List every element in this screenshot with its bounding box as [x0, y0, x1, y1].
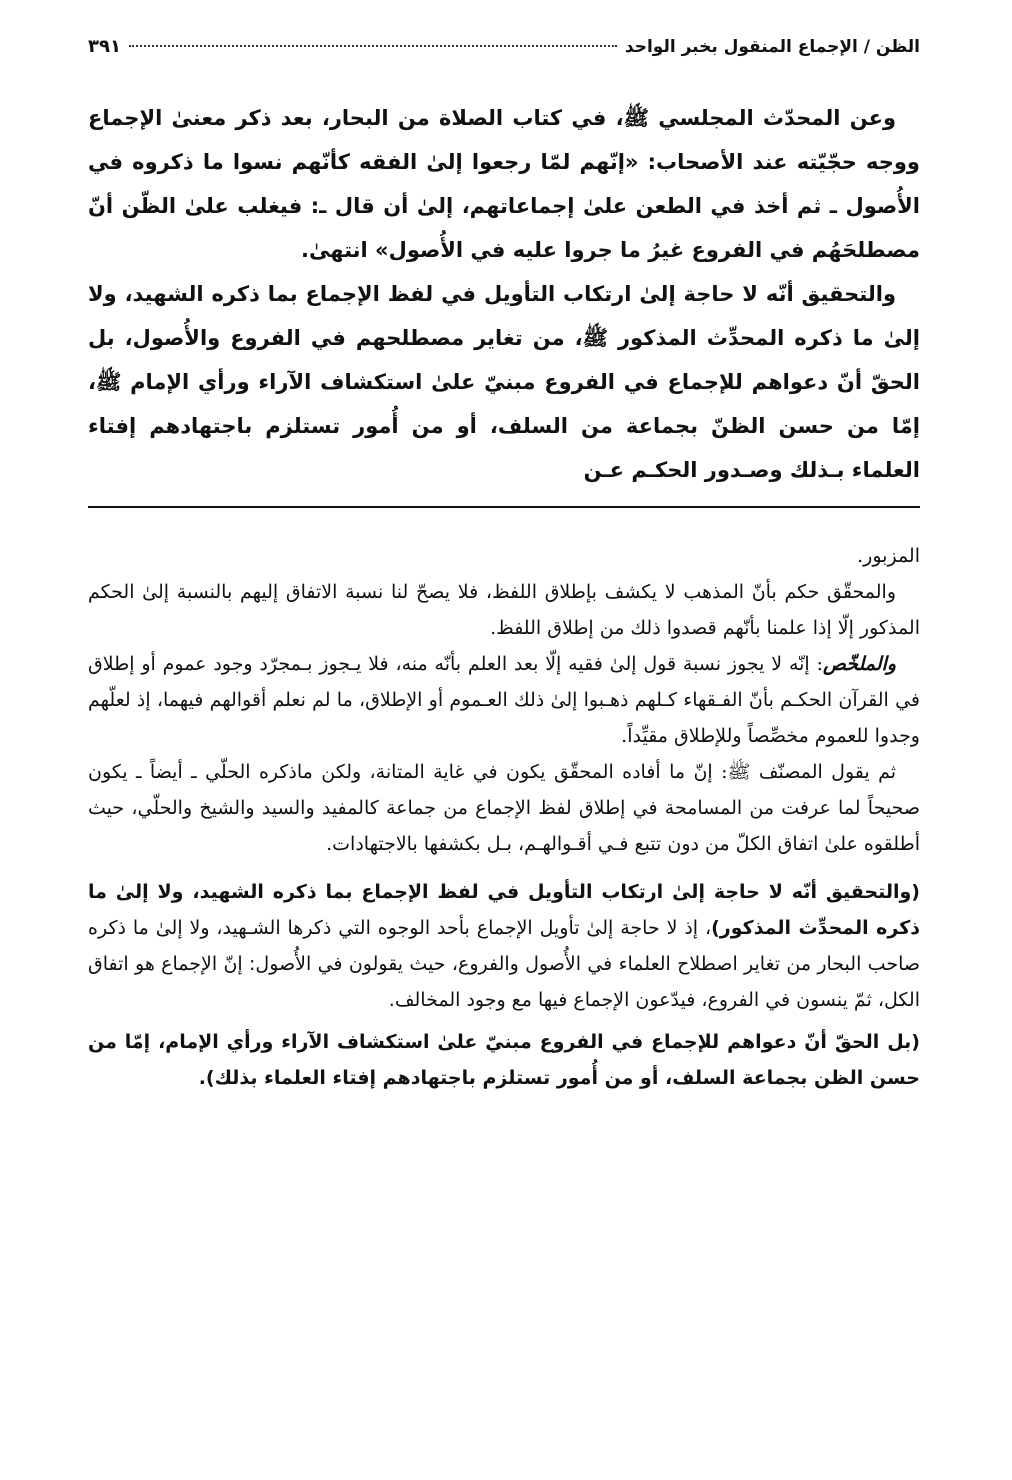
commentary-paragraph-2: والمحقّق حكم بأنّ المذهب لا يكشف بإطلاق اللفظ، فلا يصحّ لنا نسبة الاتفاق إليهم بالنسبة إلىٰ الحكم المذكور إلّا إذا علمنا بأنّهم قصدوا ذلك من إطلاق اللفظ. — [88, 581, 920, 639]
quoted-segment-explanation: ، إذ لا حاجة إلىٰ تأويل الإجماع بأحد الوجوه التي ذكرها الشـهيد، ولا إلىٰ ما ذكره صاحب البحار من تغاير اصطلاح العلماء في الأُصول والفروع، حيث يقولون في الأُصول: إنّ الإجماع هو اتفاق الكل، ثمّ ينسون في الفروع، فيدّعون الإجماع فيها مع وجود المخالف. — [88, 917, 920, 1011]
leader-dots — [129, 45, 617, 47]
page-header — [88, 36, 920, 76]
quoted-paragraph-1 — [88, 874, 920, 1018]
commentary-paragraph-4: ثم يقول المصنّف ﷺ: إنّ ما أفاده المحقّق يكون في غاية المتانة، ولكن ماذكره الحلّي ـ أيضاً ـ يكون صحيحاً لما عرفت من المسامحة في إطلاق لفظ الإجماع من جماعة كالمفيد والسيد والشيخ والحلّي، حيث أطلقوه علىٰ اتفاق الكلّ من دون تتبع فـي أقـوالهـم، بـل بكشفها بالاجتهادات. — [88, 761, 920, 855]
running-title: الظن / الإجماع المنقول بخبر الواحد — [624, 37, 920, 57]
commentary-paragraph-3 — [88, 646, 920, 754]
main-text-paragraph-2: والتحقيق أنّه لا حاجة إلىٰ ارتكاب التأويل في لفظ الإجماع بما ذكره الشهيد، ولا إلىٰ ما ذكره المحدِّث المذكور ﷺ، من تغاير مصطلحهم في الفروع والأُصول، بل الحقّ أنّ دعواهم للإجماع في الفروع مبنيّ علىٰ استكشاف الآراء ورأي الإمام ﷺ، إمّا من حسن الظنّ بجماعة من السلف، أو من أُمور تستلزم باجتهادهم إفتاء العلماء بـذلك وصـدور الحكـم عـن — [88, 282, 920, 482]
summary-text: : إنّه لا يجوز نسبة قول إلىٰ فقيه إلّا بعد العلم بأنّه منه، فلا يـجوز بـمجرّد وجود عموم أو إطلاق في القرآن الحكـم بأنّ الفـقهاء كـلهم ذهـبوا إلىٰ ذلك العـموم أو الإطلاق، ما لم نعلم أقوالهم فيهما، إذ لعلّهم وجدوا للعموم مخصِّصاً وللإطلاق مقيِّداً. — [88, 653, 920, 747]
commentary — [88, 538, 920, 862]
page-number: ٣٩١ — [88, 36, 121, 57]
quoted-segment-bold: (والتحقيق أنّه لا حاجة إلىٰ ارتكاب التأويل في لفظ الإجماع بما ذكره الشهيد، ولا إلىٰ ما ذكره المحدِّث المذكور) — [88, 881, 920, 939]
summary-lead: والملخّص — [822, 653, 896, 675]
quoted-explanations — [88, 874, 920, 1096]
main-text-paragraph-1: وعن المحدّث المجلسي ﷺ، في كتاب الصلاة من البحار، بعد ذكر معنىٰ الإجماع ووجه حجّيّته عند الأصحاب: «إنّهم لمّا رجعوا إلىٰ الفقه كأنّهم نسوا ما ذكروه في الأُصول ـ ثم أخذ في الطعن علىٰ إجماعاتهم، إلىٰ أن قال ـ: فيغلب علىٰ الظّن أنّ مصطلحَهُم في الفروع غيرُ ما جروا عليه في الأُصول» انتهىٰ. — [88, 106, 920, 262]
quoted-paragraph-2: (بل الحقّ أنّ دعواهم للإجماع في الفروع مبنيّ علىٰ استكشاف الآراء ورأي الإمام، إمّا من حسن الظن بجماعة السلف، أو من أُمور تستلزم باجتهادهم إفتاء العلماء بذلك). — [88, 1031, 920, 1089]
commentary-paragraph-1: المزبور. — [857, 545, 920, 567]
book-page — [88, 36, 920, 1102]
main-text — [88, 96, 920, 492]
text-separator-line — [88, 506, 920, 508]
